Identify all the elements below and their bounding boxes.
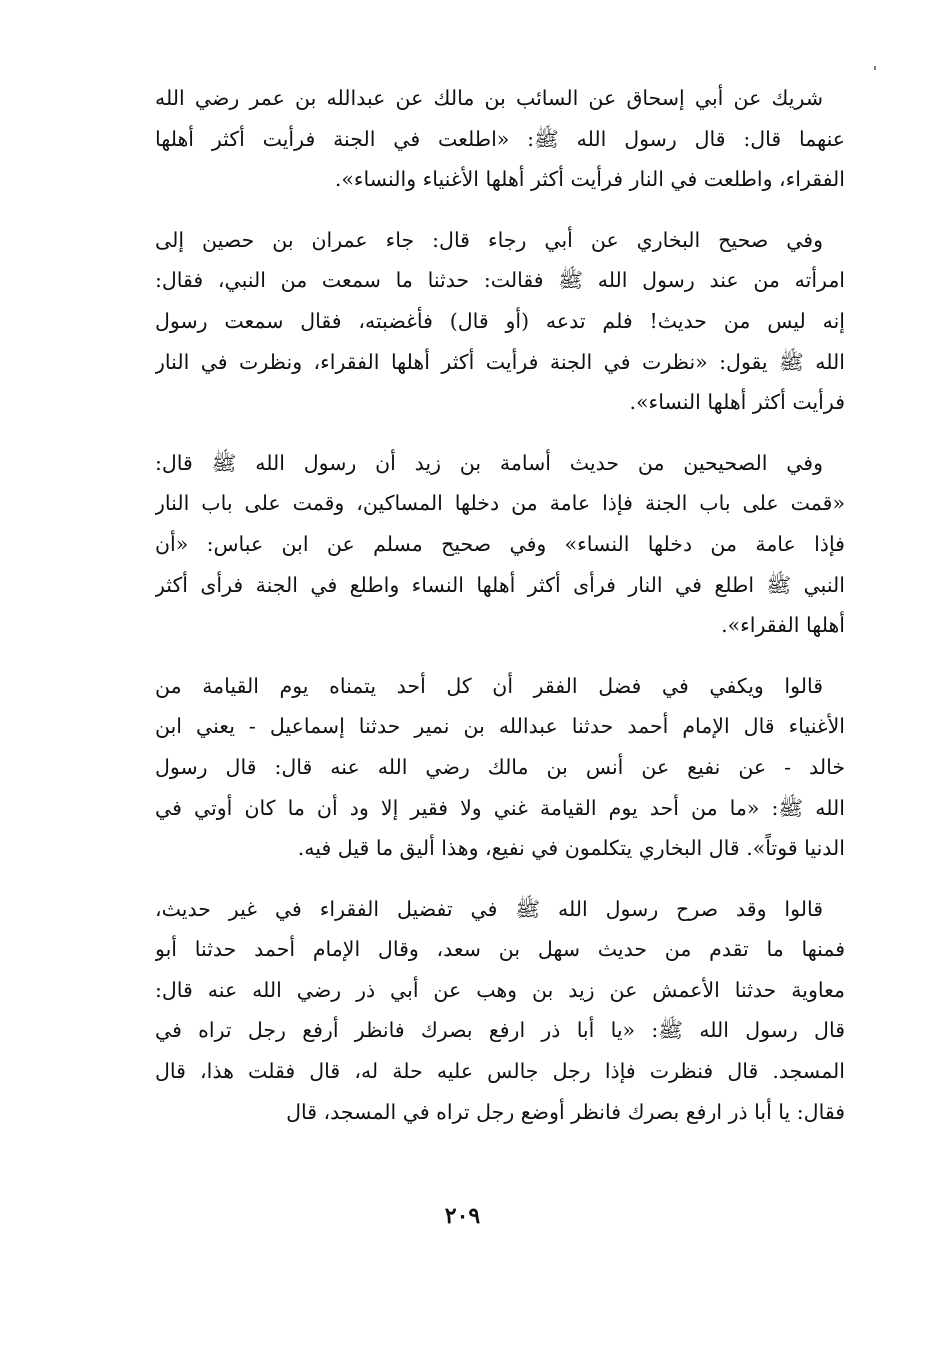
text-line: النبي ﷺ اطلع في النار فرأى أكثر أهلها النساء واطلع في الجنة فرأى أكثر — [155, 572, 845, 597]
text-line: أهلها الفقراء». — [721, 613, 845, 638]
text-line: الأغنياء قال الإمام أحمد حدثنا عبدالله بن نمير حدثنا إسماعيل - يعني ابن — [155, 714, 845, 739]
text-line: خالد - عن نفيع عن أنس بن مالك رضي الله عنه قال: قال رسول — [155, 754, 845, 779]
paragraph — [155, 443, 845, 646]
paragraph — [155, 666, 845, 869]
text-line: فمنها ما تقدم من حديث سهل بن سعد، وقال الإمام أحمد حدثنا أبو — [155, 937, 845, 962]
text-line: فقال: يا أبا ذر ارفع بصرك فانظر أوضع رجل تراه في المسجد، قال — [286, 1099, 845, 1124]
text-line: المسجد. قال فنظرت فإذا رجل جالس عليه حلة له، قال فقلت هذا، قال — [155, 1059, 845, 1084]
text-line: قالوا وقد صرح رسول الله ﷺ في تفضيل الفقراء في غير حديث، — [155, 896, 823, 921]
paragraph — [155, 220, 845, 423]
body-text — [155, 78, 845, 1152]
text-line: عنهما قال: قال رسول الله ﷺ: «اطلعت في الجنة فرأيت أكثر أهلها — [155, 126, 845, 151]
scan-speck — [874, 66, 876, 70]
text-line: الله ﷺ: «ما من أحد يوم القيامة غني ولا فقير إلا ود أن ما كان أوتي في — [155, 795, 845, 820]
text-line: امرأته من عند رسول الله ﷺ فقالت: حدثنا ما سمعت من النبي، فقال: — [155, 268, 845, 293]
text-line: الفقراء، واطلعت في النار فرأيت أكثر أهلها الأغنياء والنساء». — [334, 167, 845, 192]
paragraph — [155, 889, 845, 1133]
text-line: الدنيا قوتاً». قال البخاري يتكلمون في نفيع، وهذا أليق ما قيل فيه. — [297, 836, 845, 861]
text-line: الله ﷺ يقول: «نظرت في الجنة فرأيت أكثر أهلها الفقراء، ونظرت في النار — [155, 349, 845, 374]
text-line: وفي صحيح البخاري عن أبي رجاء قال: جاء عمران بن حصين إلى — [155, 227, 823, 252]
text-line: معاوية حدثنا الأعمش عن زيد بن وهب عن أبي ذر رضي الله عنه قال: — [155, 977, 845, 1002]
page-number: ٢٠٩ — [444, 1203, 481, 1229]
paragraph — [155, 78, 845, 200]
text-line: قالوا ويكفي في فضل الفقر أن كل أحد يتمناه يوم القيامة من — [155, 673, 823, 698]
text-line: فإذا عامة من دخلها النساء» وفي صحيح مسلم عن ابن عباس: «أن — [155, 531, 845, 556]
text-line: إنه ليس من حديث! فلم تدعه (أو قال) فأغضبته، فقال سمعت رسول — [155, 308, 845, 333]
text-line: شريك عن أبي إسحاق عن السائب بن مالك عن عبدالله بن عمر رضي الله — [155, 86, 823, 110]
text-line: «قمت على باب الجنة فإذا عامة من دخلها المساكين، وقمت على باب النار — [155, 491, 845, 516]
text-line: وفي الصحيحين من حديث أسامة بن زيد أن رسول الله ﷺ قال: — [155, 450, 823, 475]
text-line: فرأيت أكثر أهلها النساء». — [629, 390, 845, 415]
text-line: قال رسول الله ﷺ: «يا أبا ذر ارفع بصرك فانظر أرفع رجل تراه في — [155, 1018, 845, 1043]
